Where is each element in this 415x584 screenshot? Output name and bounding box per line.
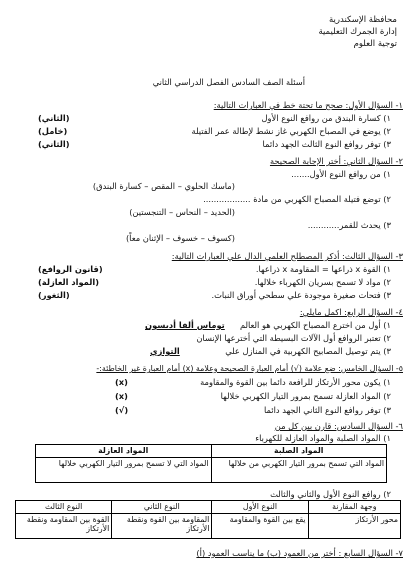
q2-item-3: ٣) يحدث للقمر............ bbox=[307, 220, 391, 230]
q1-item-3: ٣) توفر روافع النوع الثالث الجهد دائما bbox=[262, 139, 391, 149]
q2-choices-1: (ماسك الحلوي – المقص – كسارة البندق) bbox=[92, 181, 235, 191]
q5-mark-3: (√) bbox=[115, 405, 129, 415]
page-title: أسئلة الصف السادس الفصل الدراسي الثاني bbox=[152, 77, 305, 87]
q5-heading: ٥- السؤال الخامس: ضع علامة (√) أمام العبارة الصحيحة وعلامة (x) أمام العبارة غير الخاطئة:- bbox=[96, 364, 403, 373]
q1-answer-2: (خامل) bbox=[38, 126, 68, 136]
q3-item-1: ١) القوة x ذراعها = المقاومة x ذراعها. bbox=[255, 264, 391, 274]
q6-heading: ٦- السؤال السادس: قارن بين كل من bbox=[274, 421, 403, 431]
q3-item-2: ٢) مواد لا تسمح بسريان الكهرباء خلالها. bbox=[254, 277, 391, 287]
header-administration: إدارة الجمرك التعليمية bbox=[318, 27, 397, 37]
q6-sub1: ١) المواد الصلبة والمواد العازلة للكهرباء bbox=[255, 433, 391, 443]
q3-item-3: ٣) فتحات صغيرة موجودة علي سطحي أوراق النبات. bbox=[211, 290, 391, 300]
table1-header-solid: المواد الصلبة bbox=[211, 445, 387, 458]
q2-heading: ٢- السؤال الثاني: أختر الإجابة الصحيحة bbox=[269, 156, 403, 166]
q5-mark-2: (x) bbox=[115, 391, 128, 401]
comparison-table-1 bbox=[35, 444, 387, 483]
q4-answer-3: التوازي bbox=[150, 346, 180, 356]
q2-choices-2: (الحديد – النحاس – التنجستين) bbox=[129, 207, 235, 217]
table1-cell-solid: المواد التي تسمح بمرور التيار الكهربي من خلالها bbox=[211, 457, 387, 482]
q3-answer-1: (قانون الروافع) bbox=[38, 264, 103, 274]
table2-header-aspect: وجهة المقارنة bbox=[308, 501, 400, 514]
q3-answer-3: (الثغور) bbox=[38, 290, 70, 300]
q4-item-3: ٣) يتم توصيل المصابيح الكهربية في المنازل علي bbox=[225, 346, 391, 356]
q2-item-1: ١) من روافع النوع الأول....... bbox=[291, 169, 391, 179]
header-department: توجية العلوم bbox=[353, 39, 397, 49]
table2-cell-first: يقع بين القوة والمقاومة bbox=[212, 513, 308, 538]
q5-item-1: ١) يكون محور الأرتكاز للرافعة دائما بين القوة والمقاومة bbox=[200, 377, 391, 387]
table2-cell-aspect: محور الأرتكاز bbox=[308, 513, 400, 538]
q4-answer-1: توماس ألفا أديسون bbox=[145, 320, 225, 330]
q1-answer-3: (الثاني) bbox=[38, 139, 70, 149]
q5-mark-1: (x) bbox=[115, 377, 128, 387]
table2-header-second: النوع الثاني bbox=[112, 501, 212, 514]
q1-item-1: ١) كسارة البندق من روافع النوع الأول bbox=[261, 113, 391, 123]
q4-heading: ٤- السؤال الرابع: اكمل مايلي: bbox=[299, 307, 403, 317]
q7-heading: ٧- السؤال السابع : أختر من العمود (ب) ما يناسب العمود (أ) bbox=[196, 548, 403, 558]
q6-sub2: ٢) روافع النوع الأول والثاني والثالث bbox=[270, 489, 391, 499]
comparison-table-2 bbox=[15, 500, 401, 539]
table2-cell-second: المقاومة بين القوة ونقطة الأرتكاز bbox=[112, 513, 212, 538]
q3-heading: ٣- السؤال الثالث: أذكر المصطلح العلمي الدال علي العبارات التالية: bbox=[171, 251, 403, 261]
q3-answer-2: (المواد العازلة) bbox=[38, 277, 99, 287]
header-governorate: محافظة الإسكندرية bbox=[328, 15, 397, 25]
table1-cell-insulator: المواد التي لا تسمح بمرور التيار الكهربي خلالها bbox=[36, 457, 212, 482]
q1-answer-1: (الثاني) bbox=[38, 113, 70, 123]
table2-header-first: النوع الأول bbox=[212, 501, 308, 514]
q1-heading: ١- السؤال الأول: صحح ما تحتة خط في العبارات التالية: bbox=[213, 100, 403, 110]
q4-item-2: ٢) تعتبر الروافع أول الآلات البسيطة التي أخترعها الإنسان bbox=[196, 333, 391, 343]
q4-item-1: ١) أول من اخترع المصباح الكهربي هو العالم bbox=[239, 320, 391, 330]
table1-header-insulator: المواد العازلة bbox=[36, 445, 212, 458]
q1-item-2: ٢) يوضع في المصباح الكهربي غاز نشط لإطالة عمر الفتيلة bbox=[191, 126, 391, 136]
q5-item-3: ٣) توفر روافع النوع الثاني الجهد دائما bbox=[263, 405, 391, 415]
q2-choices-3: (كسوف – خسوف – الإثنان معاً) bbox=[125, 233, 235, 243]
q5-item-2: ٢) المواد العازلة تسمح بمرور التيار الكهربي خلالها bbox=[220, 391, 391, 401]
table2-header-third: النوع الثالث bbox=[16, 501, 112, 514]
q2-item-2: ٢) توضع فتيلة المصباح الكهربي من مادة .................. bbox=[203, 194, 391, 204]
table2-cell-third: القوة بين المقاومة ونقطة الأرتكاز bbox=[16, 513, 112, 538]
